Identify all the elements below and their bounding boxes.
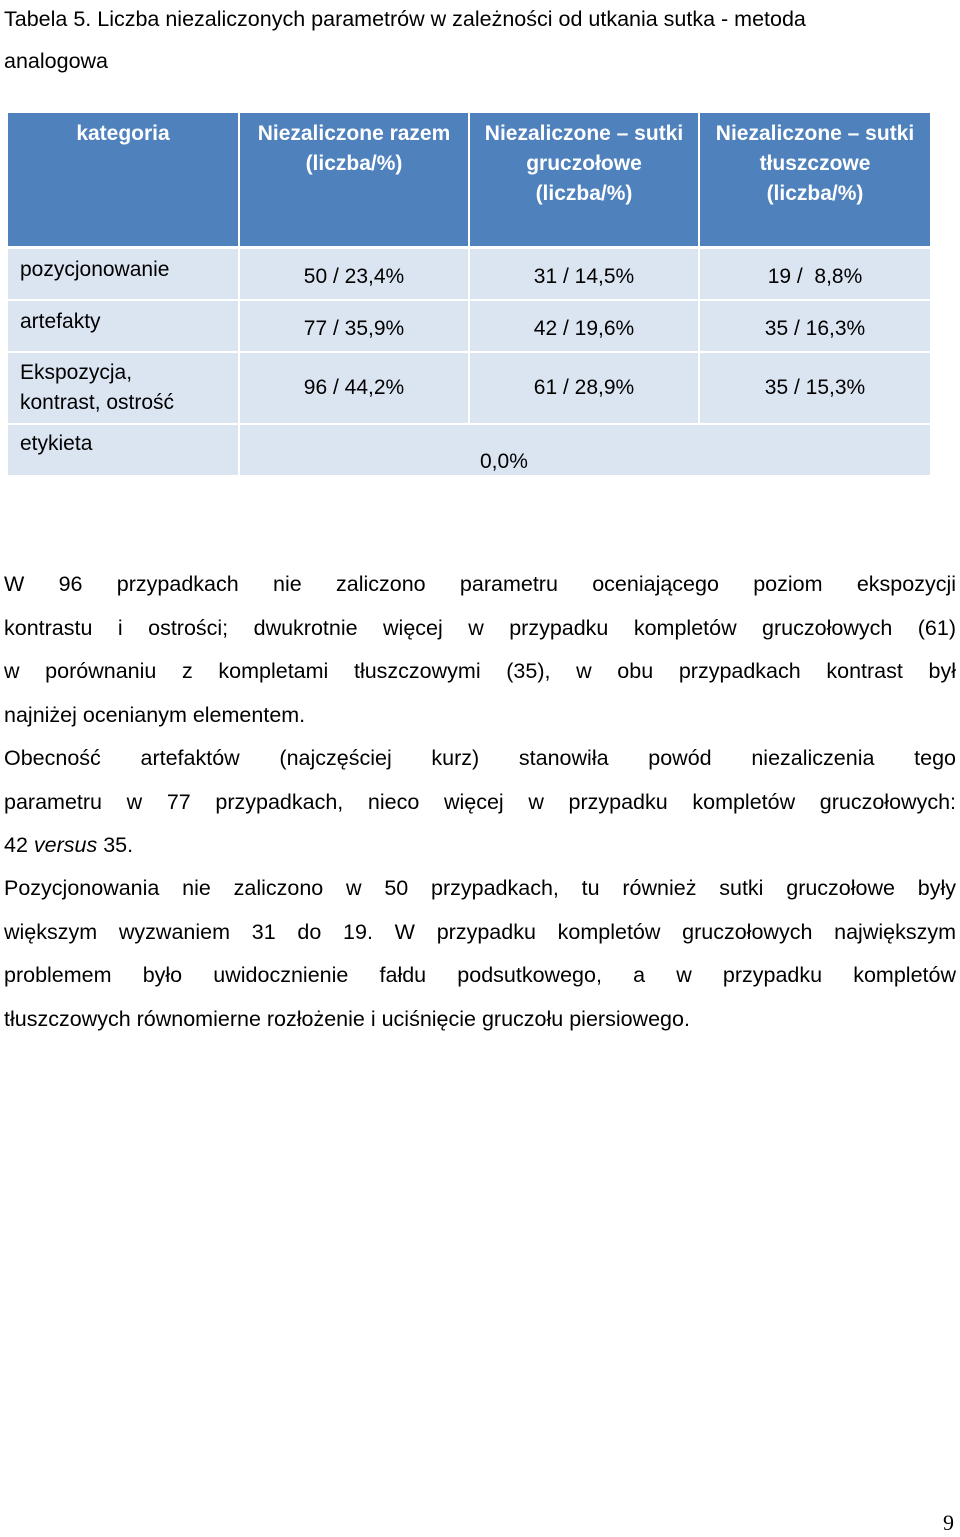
text-line: kontrastu i ostrości; dwukrotnie więcej w przypadku kompletów gruczołowych (61) [4,615,956,640]
caption-line: Tabela 5. Liczba niezaliczonych parametrów w zależności od utkania sutka - metoda [4,7,806,31]
text-line: parametru w 77 przypadkach, nieco więcej w przypadku kompletów gruczołowych: [4,789,956,814]
cell-glandular: 61 / 28,9% [470,353,698,423]
header-label: Niezaliczone – sutki tłuszczowe (liczba/%) [715,122,915,205]
header-category [8,113,238,246]
header-label: kategoria [76,122,170,145]
text-line [4,824,956,868]
header-glandular [470,113,698,246]
cell-fatty: 19 / 8,8% [700,249,930,299]
row-label: etykieta [8,425,238,475]
text-run: 35. [97,833,134,857]
cell-total: 96 / 44,2% [240,353,468,423]
paragraph [4,867,956,1041]
row-label: pozycjonowanie [8,249,238,299]
header-total [240,113,468,246]
text-line: Pozycjonowania nie zaliczono w 50 przypadkach, tu również sutki gruczołowe były [4,876,956,900]
text-line: w porównaniu z kompletami tłuszczowymi (35), w obu przypadkach kontrast był [4,659,956,683]
cell-fatty: 35 / 15,3% [700,353,930,423]
text-line: większym wyzwaniem 31 do 19. W przypadku kompletów gruczołowych największym [4,919,956,944]
text-line: Obecność artefaktów (najczęściej kurz) stanowiła powód niezaliczenia tego [4,746,956,770]
paragraph [4,563,956,737]
row-label: artefakty [8,301,238,351]
cell-total: 77 / 35,9% [240,301,468,351]
row-label: Ekspozycja, kontrast, ostrość [8,353,238,423]
text-line: problemem było uwidocznienie fałdu podsutkowego, a w przypadku kompletów [4,963,956,987]
cell-glandular: 31 / 14,5% [470,249,698,299]
cell-total: 50 / 23,4% [240,249,468,299]
cell-merged: 0,0% [240,425,930,475]
text-line: tłuszczowych równomierne rozłożenie i uciśnięcie gruczołu piersiowego. [4,1006,690,1031]
page-number: 9 [943,1510,954,1535]
text-run: 42 [4,833,34,857]
table-caption [4,0,956,82]
text-line: najniżej ocenianym elementem. [4,702,306,727]
caption-line: analogowa [4,49,109,73]
text-line: W 96 przypadkach nie zaliczono parametru oceniającego poziom ekspozycji [4,572,956,596]
paragraph [4,737,956,868]
cell-fatty: 35 / 16,3% [700,301,930,351]
header-fatty [700,113,930,246]
results-table [8,113,930,475]
cell-glandular: 42 / 19,6% [470,301,698,351]
emphasis: versus [33,833,98,857]
header-label: Niezaliczone razem (liczba/%) [257,122,451,175]
header-label: Niezaliczone – sutki gruczołowe (liczba/%) [484,122,684,205]
